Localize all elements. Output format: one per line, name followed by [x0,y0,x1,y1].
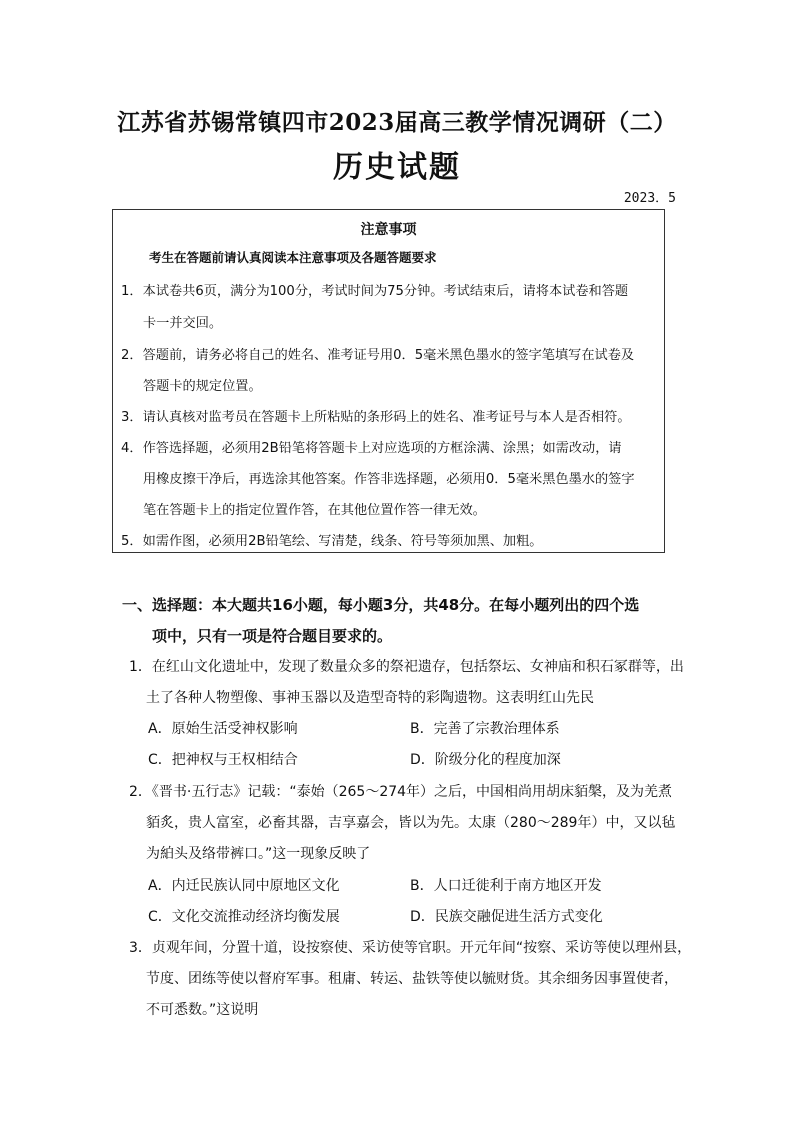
question-text: 2．《晋书·五行志》记载：“泰始（265～274年）之后，中国相尚用胡床貊槃，及为羌煮 [129,784,673,800]
answer-option: D．阶级分化的程度加深 [410,752,561,768]
question-text: 土了各种人物塑像、事神玉器以及造型奇特的彩陶遗物。这表明红山先民 [146,690,594,706]
notice-line: 2．答题前，请务必将自己的姓名、准考证号用0．5毫米黑色墨水的签字笔填写在试卷及 [121,348,635,363]
answer-option: C．把神权与王权相结合 [148,752,298,768]
question-text: 不可悉数。”这说明 [146,1002,259,1018]
subject-title: 历史试题 [333,150,461,185]
question-text: 1．在红山文化遗址中，发现了数量众多的祭祀遗存，包括祭坛、女神庙和积石冢群等，出 [129,659,684,675]
question-text: 3．贞观年间，分置十道，设按察使、采访使等官职。开元年间“按察、采访等使以理州县， [129,940,692,956]
notice-line: 答题卡的规定位置。 [143,379,262,394]
notice-line: 卡一并交回。 [143,316,223,331]
answer-option: B．人口迁徙利于南方地区开发 [410,878,602,894]
question-text: 为絈头及络带裤口。”这一现象反映了 [146,846,371,862]
notice-box [112,209,665,553]
notice-line: 5．如需作图，必须用2B铅笔绘、写清楚，线条、符号等须加黑、加粗。 [121,534,543,549]
question-text: 貊炙，贵人富室，必畜其器，吉享嘉会，皆以为先。太康（280～289年）中，又以毡 [146,815,676,831]
answer-option: D．民族交融促进生活方式变化 [410,909,603,925]
section-heading-cont: 项中，只有一项是符合题目要求的。 [152,627,393,645]
notice-line: 用橡皮擦干净后，再选涂其他答案。作答非选择题，必须用0．5毫米黑色墨水的签字 [143,472,635,487]
notice-subtitle: 考生在答题前请认真阅读本注意事项及各题答题要求 [149,250,437,265]
notice-line: 笔在答题卡上的指定位置作答，在其他位置作答一律无效。 [143,503,486,518]
exam-title: 江苏省苏锡常镇四市2023届高三教学情况调研（二） [117,109,677,136]
notice-title: 注意事项 [360,222,417,238]
notice-line: 3．请认真核对监考员在答题卡上所粘贴的条形码上的姓名、准考证号与本人是否相符。 [121,410,631,425]
question-text: 节度、团练等使以督府军事。租庸、转运、盐铁等使以毓财货。其余细务因事置使者， [146,971,678,987]
section-heading: 一、选择题：本大题共16小题，每小题3分，共48分。在每小题列出的四个选 [122,596,640,614]
answer-option: B．完善了宗教治理体系 [410,721,560,737]
answer-option: A．内迁民族认同中原地区文化 [148,878,340,894]
notice-line: 1．本试卷共6页，满分为100分，考试时间为75分钟。考试结束后，请将本试卷和答题 [121,284,629,299]
answer-option: A．原始生活受神权影响 [148,721,298,737]
answer-option: C．文化交流推动经济均衡发展 [148,909,340,925]
exam-date: 2023．5 [623,191,676,206]
notice-line: 4．作答选择题，必须用2B铅笔将答题卡上对应选项的方框涂满、涂黑；如需改动，请 [121,441,622,456]
